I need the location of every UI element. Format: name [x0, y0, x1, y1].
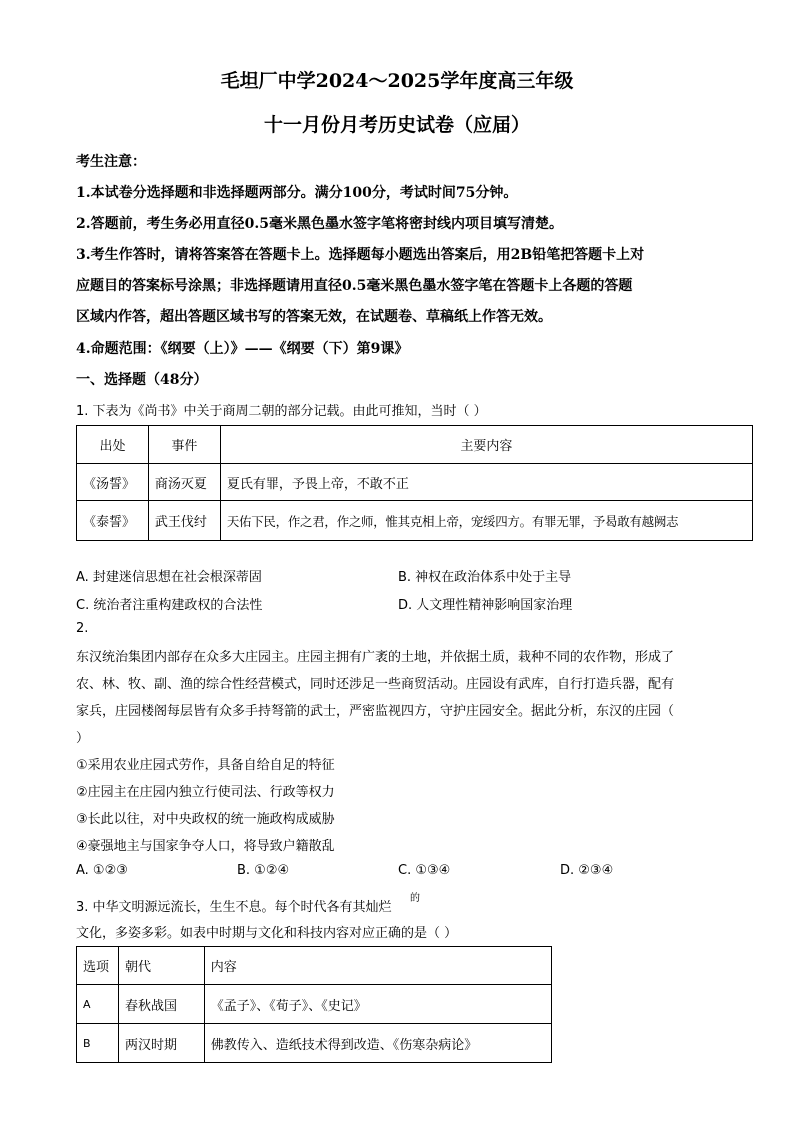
- exam-title: 毛坦厂中学2024～2025学年度高三年级: [220, 70, 574, 92]
- table-cell: B: [77, 1024, 119, 1063]
- table-cell: 武王伐纣: [148, 501, 220, 541]
- q2-statement: ①采用农业庄园式劳作，具备自给自足的特征: [76, 758, 335, 773]
- q2-stem-line: 家兵，庄园楼阁每层皆有众多手持弩箭的武士，严密监视四方，守护庄园安全。据此分析，东汉的庄园（: [76, 704, 675, 719]
- q2-statement: ③长此以往，对中央政权的统一施政构成威胁: [76, 812, 335, 827]
- q2-option-a[interactable]: A. ①②③: [76, 863, 128, 878]
- table-header-cell: 内容: [204, 947, 551, 985]
- q1-option-a[interactable]: A. 封建迷信思想在社会根深蒂固: [76, 570, 262, 585]
- table-header-cell: 主要内容: [220, 426, 752, 464]
- q2-option-c[interactable]: C. ①③④: [398, 863, 451, 878]
- table-header-cell: 出处: [77, 426, 149, 464]
- table-row: [77, 1024, 552, 1063]
- q1-stem: 1. 下表为《尚书》中关于商周二朝的部分记载。由此可推知，当时（ ）: [76, 404, 487, 419]
- q2-option-b[interactable]: B. ①②④: [237, 863, 290, 878]
- table-cell: 佛教传入、造纸技术得到改造、《伤寒杂病论》: [204, 1024, 551, 1063]
- table-cell: 春秋战国: [118, 985, 204, 1024]
- q2-stem-line: 农、林、牧、副、渔的综合性经营模式，同时还涉足一些商贸活动。庄园设有武库，自行打造兵器，配有: [76, 677, 675, 692]
- table-cell: 天佑下民，作之君，作之师，惟其克相上帝，宠绥四方。有罪无罪，予曷敢有越阙志: [220, 501, 752, 541]
- table-header-cell: 朝代: [118, 947, 204, 985]
- q2-number: 2.: [76, 621, 89, 636]
- notice-item: 3.考生作答时，请将答案答在答题卡上。选择题每小题选出答案后，用2B铅笔把答题卡上对: [76, 247, 645, 263]
- q3-table: [76, 946, 552, 1063]
- q1-option-c[interactable]: C. 统治者注重构建政权的合法性: [76, 598, 263, 613]
- table-cell: 两汉时期: [118, 1024, 204, 1063]
- table-row: [77, 985, 552, 1024]
- table-cell: 商汤灭夏: [148, 464, 220, 501]
- notice-item: 2.答题前，考生务必用直径0.5毫米黑色墨水签字笔将密封线内项目填写清楚。: [76, 216, 563, 232]
- table-header-row: [77, 947, 552, 985]
- exam-subtitle: 十一月份月考历史试卷（应届）: [263, 114, 530, 136]
- table-cell: 《孟子》、《荀子》、《史记》: [204, 985, 551, 1024]
- q2-statement: ②庄园主在庄园内独立行使司法、行政等权力: [76, 785, 335, 800]
- table-header-row: [77, 426, 753, 464]
- table-cell: A: [77, 985, 119, 1024]
- q2-stem-line: ）: [76, 731, 90, 746]
- notice-item: 4.命题范围：《纲要（上）》——《纲要（下）第9课》: [76, 341, 409, 357]
- table-cell: 《泰誓》: [77, 501, 149, 541]
- table-cell: 夏氏有罪，予畏上帝，不敢不正: [220, 464, 752, 501]
- notice-item: 区域内作答，超出答题区域书写的答案无效，在试题卷、草稿纸上作答无效。: [76, 309, 552, 325]
- table-header-cell: 选项: [77, 947, 119, 985]
- q1-option-d[interactable]: D. 人文理性精神影响国家治理: [398, 598, 573, 613]
- q3-superscript: 的: [410, 893, 420, 904]
- table-header-cell: 事件: [148, 426, 220, 464]
- section-heading: 一、选择题（48分）: [76, 372, 208, 388]
- notice-item: 1.本试卷分选择题和非选择题两部分。满分100分，考试时间75分钟。: [76, 185, 518, 201]
- table-row: [77, 464, 753, 501]
- q3-stem-line: 3. 中华文明源远流长，生生不息。每个时代各有其灿烂: [76, 900, 392, 915]
- q1-table: [76, 425, 753, 541]
- table-row: [77, 501, 753, 541]
- q2-statement: ④豪强地主与国家争夺人口，将导致户籍散乱: [76, 839, 335, 854]
- notice-item: 应题目的答案标号涂黑；非选择题请用直径0.5毫米黑色墨水签字笔在答题卡上各题的答题: [76, 278, 633, 294]
- q3-stem-line: 文化，多姿多彩。如表中时期与文化和科技内容对应正确的是（ ）: [76, 926, 458, 941]
- notice-heading: 考生注意：: [76, 154, 146, 170]
- q1-option-b[interactable]: B. 神权在政治体系中处于主导: [398, 570, 572, 585]
- q2-stem-line: 东汉统治集团内部存在众多大庄园主。庄园主拥有广袤的土地，并依据土质，栽种不同的农作物，形成了: [76, 650, 675, 665]
- q2-option-d[interactable]: D. ②③④: [560, 863, 614, 878]
- table-cell: 《汤誓》: [77, 464, 149, 501]
